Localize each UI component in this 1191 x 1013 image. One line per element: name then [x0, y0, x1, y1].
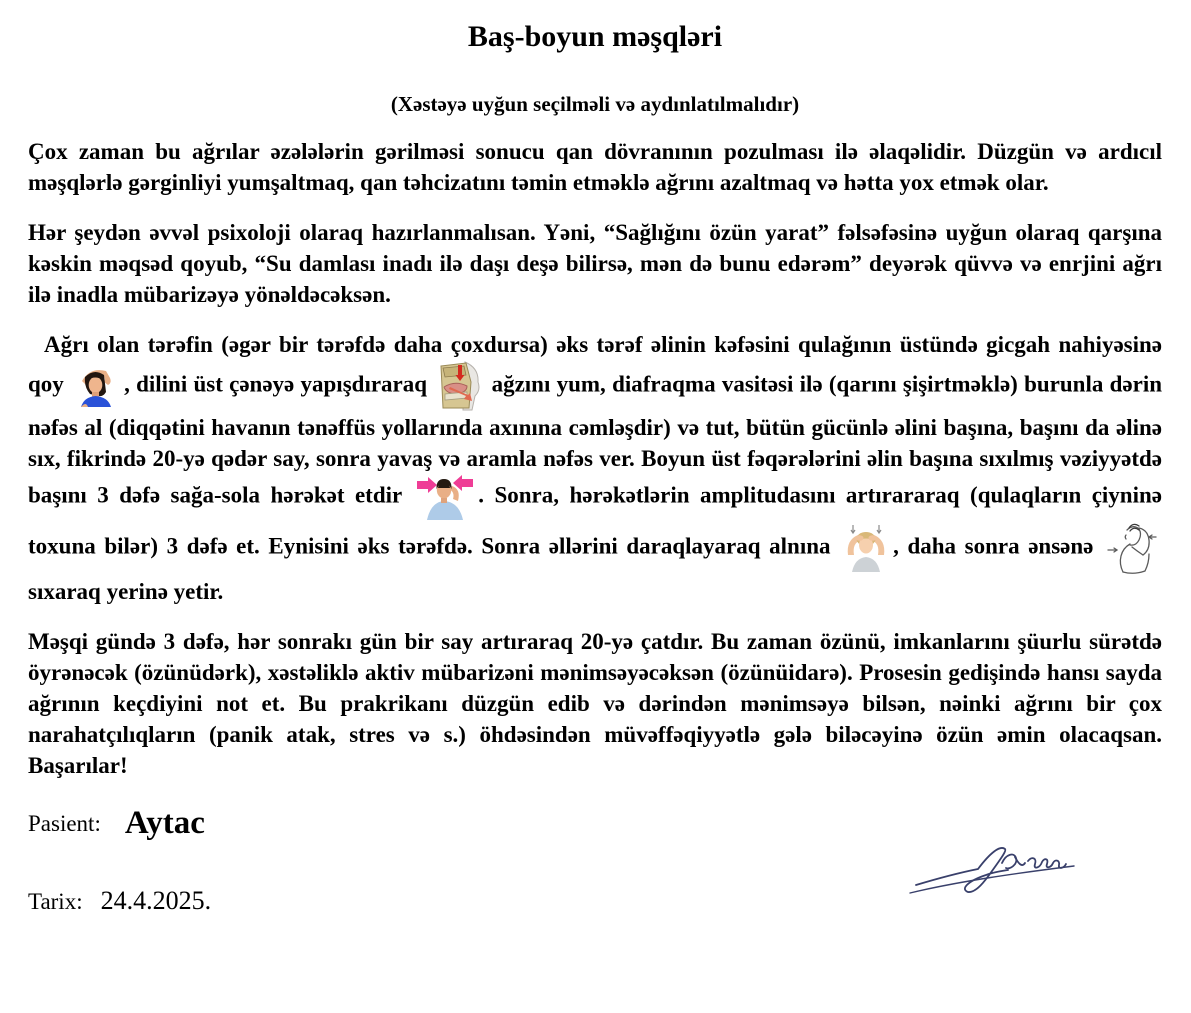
woman-hand-on-temple-icon — [74, 365, 120, 407]
paragraph-schedule: Məşqi gündə 3 dəfə, hər sonrakı gün bir say artıraraq 20-yə çatdır. Bu zaman özünü, imkanlarını şüurlu sürətdə öyrənəcək (özünüdərk), xəstəliklə aktiv mübarizəni mənimsəyəcəksən (özünüidarə). Prosesin gedişində hansı sayda ağrının keçdiyini not et. Bu prakrikanı düzgün edib və dərindən mənimsəyə bilsən, nəinki ağrını bir çox narahatçılıqların (panik atak, stres və s.) öhdəsindən müvəffəqiyyətlə gələ biləcəyinə özün əmin olacaqsan. Başarılar! — [28, 629, 1162, 778]
document-footer — [28, 805, 1162, 965]
signature-scribble — [902, 837, 1092, 909]
page-title: Baş-boyun məşqləri — [467, 20, 723, 53]
exercise-text-2: , dilini üst çənəyə yapışdıraraq — [124, 371, 434, 397]
paragraph-psychology: Hər şeydən əvvəl psixoloji olaraq hazırlanmalısan. Yəni, “Sağlığını özün yarat” fəlsəfəsinə uyğun olaraq qarşına kəskin məqsəd qoyub, “Su damlası inadı ilə daşı deşə bilirsə, mən də bunu edərəm” deyərək qüvvə və enrjini ağrı ilə inadla mübarizəyə yönəldəcəksən. — [28, 220, 1162, 307]
hands-on-nape-sketch-icon — [1106, 520, 1158, 576]
date-label: Tarix: — [28, 889, 83, 914]
exercise-text-1: Ağrı olan tərəfin (əgər bir tərəfdə daha çoxdursa) əks tərəf əlinin kəfəsini qulağının üstündə gicgah nahiyəsinə qoy — [28, 332, 1162, 397]
tongue-palate-anatomy-icon — [437, 360, 481, 412]
patient-label: Pasient: — [28, 811, 101, 836]
paragraph-intro: Çox zaman bu ağrılar əzələlərin gərilməsi sonucu qan dövranının pozulması ilə əlaqəlidir. Düzgün və ardıcıl məşqlərlə gərginliyi yumşaltmaq, qan təhcizatını təmin etməklə ağrını azaltmaq və hətta yox etmək olar. — [28, 139, 1162, 195]
date-value: 24.4.2025. — [100, 886, 212, 915]
patient-name: Aytac — [124, 805, 205, 841]
hands-on-forehead-icon — [843, 524, 889, 572]
page-subtitle: (Xəstəyə uyğun seçilməli və aydınlatılmalıdır) — [390, 92, 800, 116]
exercise-text-4: . Sonra, hərəkətlərin amplitudasını artırararaq (qulaqların çiyninə toxuna bilər) 3 dəfə et. Eynisini əks tərəfdə. Sonra əllərini daraqlayaraq alnına — [28, 482, 1162, 559]
paragraph-exercise — [28, 329, 1162, 607]
exercise-text-6: sıxaraq yerinə yetir. — [28, 579, 224, 604]
exercise-text-5: , daha sonra ənsənə — [893, 533, 1102, 559]
man-head-press-pink-arrows-icon — [416, 474, 474, 520]
exercise-text-3: ağzını yum, diafraqma vasitəsi ilə (qarını şişirtməklə) burunla dərin nəfəs al (diqqətini havanın tənəffüs yollarında axınına cəmləşdir) və tut, bütün gücünlə əlini başına, başını da əlinə sıx, fikrində 20-yə qədər say, sonra yavaş və aramla nəfəs ver. Boyun üst fəqərələrini əlin başına sıxılmış vəziyyətdə başını 3 dəfə sağa-sola hərəkət etdir — [28, 371, 1163, 508]
